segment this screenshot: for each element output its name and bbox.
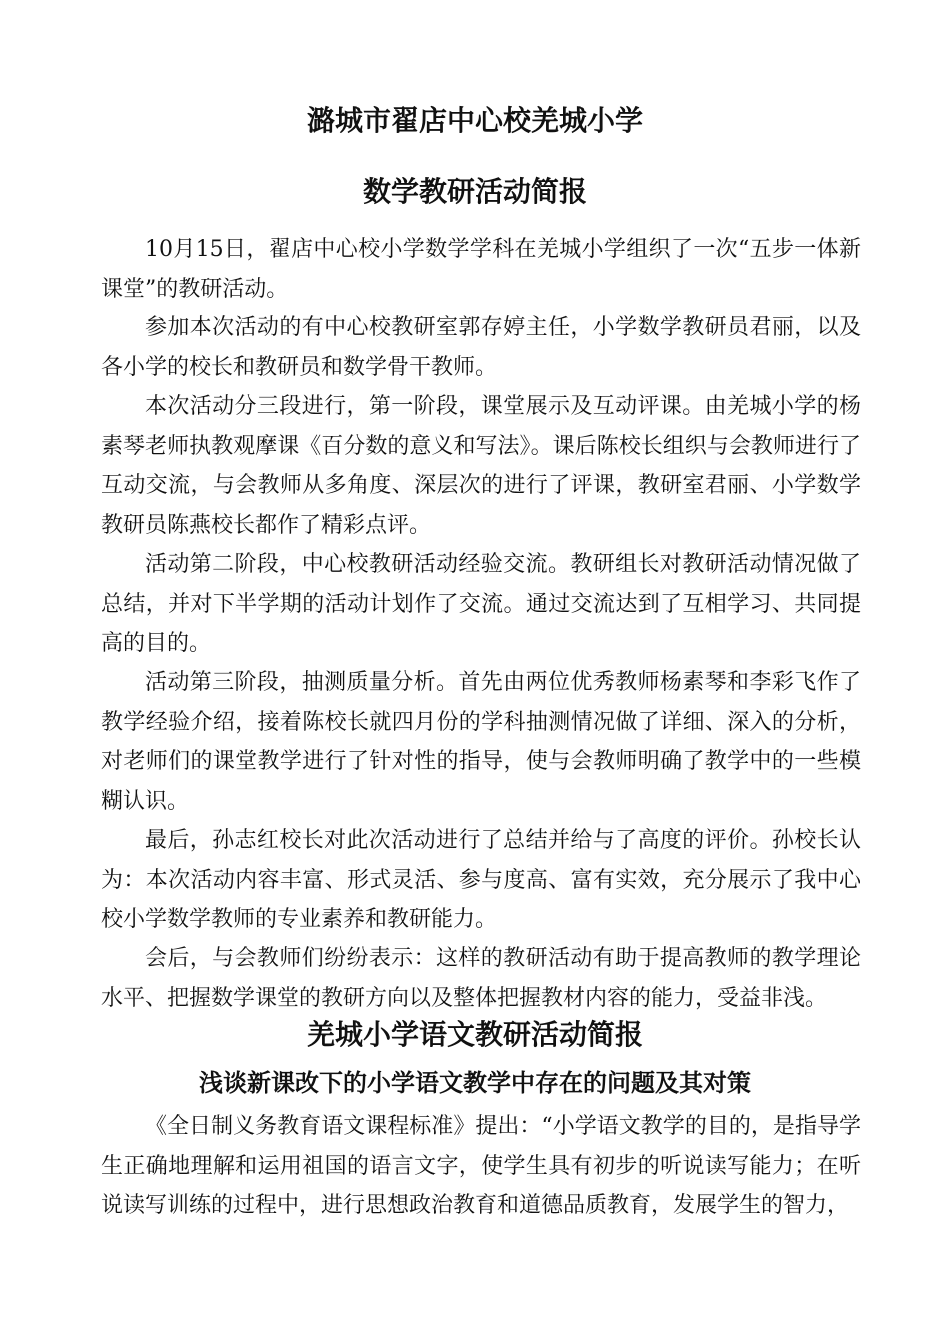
math-paragraph-participants: 参加本次活动的有中心校教研室郭存婷主任，小学数学教研员君丽，以及各小学的校长和教研员和数学骨干教师。 <box>101 315 861 380</box>
math-paragraph-stage-two: 活动第二阶段，中心校教研活动经验交流。教研组长对教研活动情况做了总结，并对下半学期的活动计划作了交流。通过交流达到了互相学习、共同提高的目的。 <box>101 552 861 656</box>
math-paragraph-date: 10月15日，翟店中心校小学数学学科在羌城小学组织了一次“五步一体新课堂”的教研活动。 <box>101 237 861 302</box>
school-heading: 潞城市翟店中心校羌城小学 <box>306 104 643 137</box>
chinese-report-heading: 羌城小学语文教研活动简报 <box>306 1018 643 1051</box>
math-paragraph-stage-one: 本次活动分三段进行，第一阶段，课堂展示及互动评课。由羌城小学的杨素琴老师执教观摩课《百分数的意义和写法》。课后陈校长组织与会教师进行了互动交流，与会教师从多角度、深层次的进行了评课，教研室君丽、小学数学教研员陈燕校长都作了精彩点评。 <box>101 394 861 538</box>
chinese-report-subheading: 浅谈新课改下的小学语文教学中存在的问题及其对策 <box>199 1068 751 1097</box>
math-paragraph-stage-three: 活动第三阶段，抽测质量分析。首先由两位优秀教师杨素琴和李彩飞作了教学经验介绍，接着陈校长就四月份的学科抽测情况做了详细、深入的分析，对老师们的课堂教学进行了针对性的指导，使与会教师明确了教学中的一些模糊认识。 <box>101 670 861 814</box>
math-paragraph-feedback: 会后，与会教师们纷纷表示：这样的教研活动有助于提高教师的教学理论水平、把握数学课堂的教研方向以及整体把握教材内容的能力，受益非浅。 <box>101 946 861 1011</box>
chinese-paragraph-standard: 《全日制义务教育语文课程标准》提出：“小学语文教学的目的，是指导学生正确地理解和运用祖国的语言文字，使学生具有初步的听说读写能力；在听说读写训练的过程中，进行思想政治教育和道德品质教育，发展学生的智力， <box>101 1114 861 1218</box>
math-report-heading: 数学教研活动简报 <box>362 175 587 208</box>
math-paragraph-summary: 最后，孙志红校长对此次活动进行了总结并给与了高度的评价。孙校长认为：本次活动内容丰富、形式灵活、参与度高、富有实效，充分展示了我中心校小学数学教师的专业素养和教研能力。 <box>101 828 861 932</box>
